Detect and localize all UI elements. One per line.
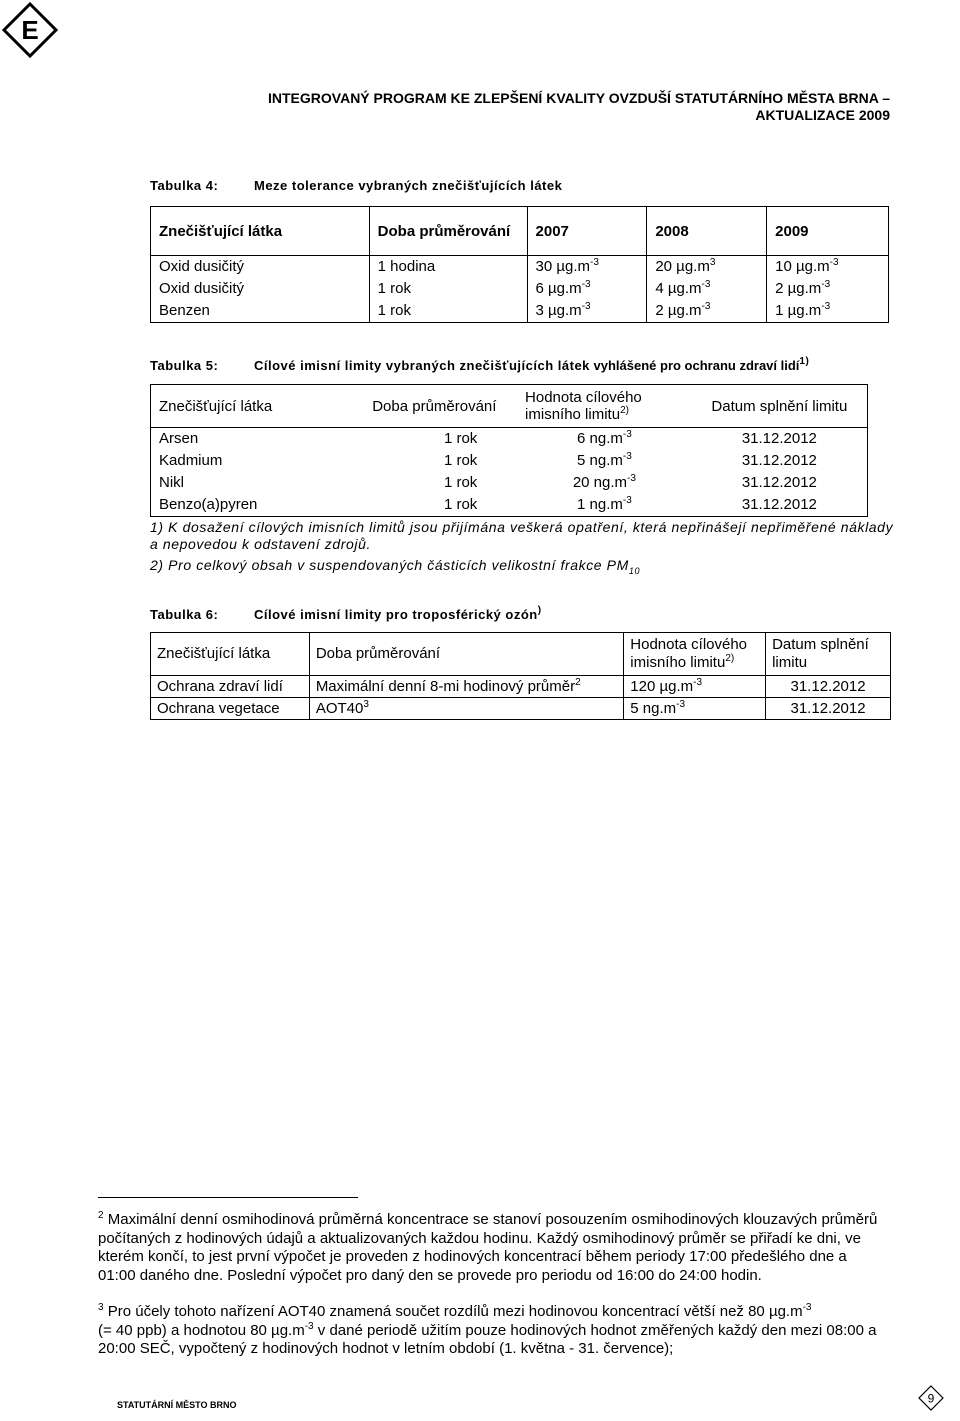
table-row — [151, 256, 889, 279]
table-row — [151, 676, 891, 698]
table-row — [151, 494, 868, 517]
table-cell: 5 $ng.m^{-3}$ — [577, 451, 632, 469]
table-cell: 1 $\mu g.m^{-3}$ — [767, 300, 889, 323]
table6-label: Tabulka 6: — [150, 607, 219, 622]
table-cell: Ochrana vegetace — [151, 698, 310, 720]
table-cell: 20 $ng.m^{-3}$ — [572, 473, 636, 491]
table5-header-row — [151, 385, 868, 428]
footnote-2: $^2$ Maximální denní osmihodinová průměrná koncentrace se stanoví posouzením osmihodinových klouzavých průměrů počítaných z hodinových údajů a aktualizovaných každou hodinu. Každý osmihodinový průměr se přiřadí ke dni, ve kterém končí, to jest první výpočet je proveden z hodinových koncentrací během periody 17:00 předešlého dne a 01:00 daného dne. Poslední výpočet pro daný den se provede pro periodu od 16:00 do 24:00 hodin. — [98, 1210, 878, 1284]
page-header-line2: AKTUALIZACE 2009 — [755, 107, 890, 123]
table-row — [151, 278, 889, 300]
logo-letter: E — [21, 15, 39, 45]
table5-title-rest: vyhlášené pro ochranu zdraví lidí — [589, 358, 800, 373]
table6-header-cell: Doba průměrování — [309, 633, 623, 676]
table4-title: Meze tolerance vybraných znečišťujících látek — [254, 178, 563, 193]
table6-header-cell: Hodnota cílového imisního limitu$^{2)}$ — [624, 633, 766, 676]
table4-header-row — [151, 207, 889, 256]
table-cell: 1 rok — [443, 452, 478, 469]
table-row — [151, 698, 891, 720]
table4-header-cell: 2009 — [767, 207, 889, 256]
table-cell: 31.12.2012 — [766, 698, 891, 720]
table-cell: Nikl — [159, 474, 184, 491]
table4-header-cell: 2007 — [527, 207, 647, 256]
table-cell: 1 rok — [443, 430, 478, 447]
table5-header-cell: Hodnota cílového imisního limitu$^{2)}$ — [517, 385, 692, 428]
page-number — [918, 1385, 944, 1411]
table5-header-cell: Doba průměrování — [364, 385, 517, 428]
table-cell: 1 rok — [443, 496, 478, 513]
table5-title: Cílové imisní limity vybraných znečišťujících látek — [254, 358, 590, 373]
table5-caption — [150, 358, 809, 373]
footer-text: STATUTÁRNÍ MĚSTO BRNO — [117, 1400, 237, 1410]
table4-header-cell: Doba průměrování — [369, 207, 527, 256]
table-cell: 31.12.2012 — [741, 496, 817, 513]
table-cell: 1 rok — [443, 474, 478, 491]
table6-caption — [150, 607, 542, 622]
table6-header-cell: Datum splnění limitu — [766, 633, 891, 676]
footnote-3: $^3$ Pro účely tohoto nařízení AOT40 znamená součet rozdílů mezi hodinovou koncentrací větší než 80 $\mu g.m^{-3}$ (= 40 ppb) a hodnotou 80 $\mu g.m^{-3}$ v dané periodě užitím pouze hodinových hodnot změřených každý den mezi 08:00 a 20:00 SEČ, vypočtený z hodinových hodnot v letním období (1. května - 31. července); — [98, 1302, 877, 1357]
table6-title: Cílové imisní limity pro troposférický ozón — [254, 607, 538, 622]
table-cell: 1 hodina — [369, 256, 527, 279]
table-cell: $AOT40^3$ — [309, 698, 623, 720]
logo — [2, 2, 58, 58]
table-cell: 31.12.2012 — [741, 452, 817, 469]
table-cell: 31.12.2012 — [741, 430, 817, 447]
table-cell: 5 $ng.m^{-3}$ — [624, 698, 766, 720]
table6-header-cell: Znečišťující látka — [151, 633, 310, 676]
page-header-line1: INTEGROVANÝ PROGRAM KE ZLEPŠENÍ KVALITY OVZDUŠÍ STATUTÁRNÍHO MĚSTA BRNA – — [268, 90, 890, 106]
table4-header-cell: 2008 — [647, 207, 767, 256]
table4-label: Tabulka 4: — [150, 178, 219, 193]
table-cell: Benzen — [151, 300, 370, 323]
table-cell: 1 rok — [369, 278, 527, 300]
table-cell: 2 $\mu g.m^{-3}$ — [767, 278, 889, 300]
table6-title-sup: ) — [537, 605, 542, 616]
table-cell: Oxid dusičitý — [151, 278, 370, 300]
table-cell: Ochrana zdraví lidí — [151, 676, 310, 698]
table4-header-cell: Znečišťující látka — [151, 207, 370, 256]
table-cell: 31.12.2012 — [766, 676, 891, 698]
table-cell: 6 $ng.m^{-3}$ — [577, 429, 632, 447]
table5-header-cell: Datum splnění limitu — [692, 385, 868, 428]
table-cell: 1 $ng.m^{-3}$ — [577, 495, 632, 513]
table-cell: 4 $\mu g.m^{-3}$ — [647, 278, 767, 300]
table-cell: 31.12.2012 — [741, 474, 817, 491]
table-cell: Oxid dusičitý — [151, 256, 370, 279]
table-cell: Kadmium — [159, 452, 223, 469]
page-number-text: 9 — [927, 1391, 935, 1406]
table6 — [150, 632, 891, 720]
table5 — [150, 384, 868, 517]
table-cell: Arsen — [159, 430, 199, 447]
table5-note2: 2) Pro celkový obsah v suspendovaných částicích velikostní frakce $PM_{10}$ — [150, 557, 641, 576]
table-cell: 3 $\mu g.m^{-3}$ — [527, 300, 647, 323]
table-row — [151, 450, 868, 472]
table-cell: 20 $\mu g.m^3$ — [647, 256, 767, 279]
table5-label: Tabulka 5: — [150, 358, 219, 373]
table-cell: 120 $\mu g.m^{-3}$ — [624, 676, 766, 698]
footnote-separator — [98, 1197, 358, 1198]
table6-header-row — [151, 633, 891, 676]
table4-caption — [150, 178, 562, 193]
table5-note1: 1) K dosažení cílových imisních limitů jsou přijímána veškerá opatření, která nepřinášejí nepřiměřené náklady a nepovedou k odstavení zdrojů. — [150, 519, 894, 552]
table-row — [151, 428, 868, 451]
table-cell: 6 $\mu g.m^{-3}$ — [527, 278, 647, 300]
table4 — [150, 206, 889, 323]
table-cell: 1 rok — [369, 300, 527, 323]
table-row — [151, 472, 868, 494]
table-cell: Benzo(a)pyren — [159, 496, 258, 513]
table-cell: Maximální denní 8-mi hodinový průměr$^2$ — [309, 676, 623, 698]
table-row — [151, 300, 889, 323]
table-cell: 2 $\mu g.m^{-3}$ — [647, 300, 767, 323]
table-cell: 10 $\mu g.m^{-3}$ — [767, 256, 889, 279]
table5-title-sup: 1) — [799, 356, 810, 367]
table-cell: 30 $\mu g.m^{-3}$ — [527, 256, 647, 279]
table5-header-cell: Znečišťující látka — [151, 385, 365, 428]
